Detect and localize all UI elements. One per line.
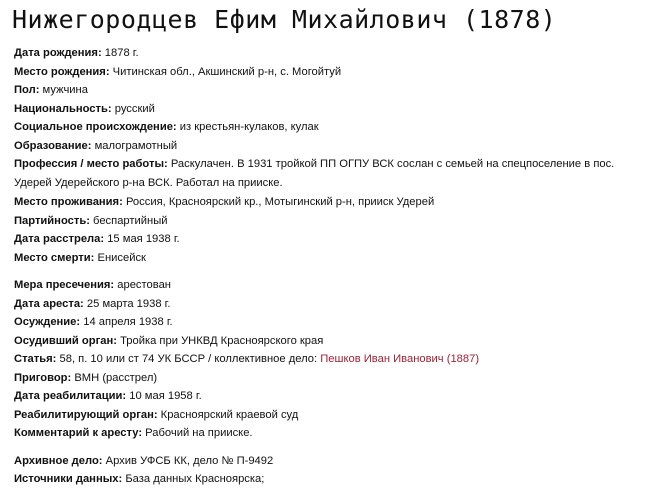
field-label: Дата реабилитации: xyxy=(14,390,127,402)
field-birth-place xyxy=(14,63,650,82)
field-birth-date xyxy=(14,44,650,63)
field-label: Мера пресечения: xyxy=(14,279,115,291)
section-spacer xyxy=(14,443,650,452)
field-value: 10 мая 1958 г. xyxy=(129,390,202,402)
field-value: русский xyxy=(114,102,155,115)
field-label: Статья: xyxy=(14,353,57,365)
field-value: 14 апреля 1938 г. xyxy=(83,316,173,328)
field-label: Осудивший орган: xyxy=(14,334,117,347)
field-restraint xyxy=(14,276,650,295)
field-social-origin xyxy=(14,118,650,137)
field-sex xyxy=(14,81,650,100)
field-sentence xyxy=(14,369,650,388)
field-party xyxy=(14,212,650,231)
page-title: Нижегородцев Ефим Михайлович (1878) xyxy=(12,5,557,34)
field-value: 15 мая 1938 г. xyxy=(107,233,180,245)
field-death-place xyxy=(14,249,650,268)
field-arrest-comment xyxy=(14,424,650,443)
field-value: малограмотный xyxy=(94,139,178,152)
field-label: Профессия / место работы: xyxy=(14,158,168,170)
field-profession xyxy=(14,155,650,193)
field-value: 58, п. 10 или ст 74 УК БССР / коллективное дело: xyxy=(59,353,318,365)
section-spacer xyxy=(14,267,650,276)
field-label: Источники данных: xyxy=(14,473,123,485)
field-label: Осуждение: xyxy=(14,316,81,328)
field-label: Образование: xyxy=(14,139,92,152)
field-convicting-body xyxy=(14,332,650,351)
field-value: Архив УФСБ КК, дело № П-9492 xyxy=(105,454,274,467)
field-label: Дата ареста: xyxy=(14,297,84,310)
field-value: База данных Красноярска; xyxy=(125,473,265,485)
field-value: 1878 г. xyxy=(104,47,139,59)
field-label: Национальность: xyxy=(14,102,112,115)
field-value: из крестьян-кулаков, кулак xyxy=(179,121,319,133)
field-label: Место рождения: xyxy=(14,65,110,78)
field-label: Приговор: xyxy=(14,371,72,384)
field-conviction xyxy=(14,313,650,332)
field-value: ВМН (расстрел) xyxy=(74,371,158,384)
field-label: Пол: xyxy=(14,84,40,96)
field-label: Дата расстрела: xyxy=(14,233,105,245)
field-value: Читинская обл., Акшинский р-н, с. Могойтуй xyxy=(112,65,342,78)
field-label: Архивное дело: xyxy=(14,454,103,467)
field-value: 25 марта 1938 г. xyxy=(86,297,171,310)
field-value: Раскулачен. В 1931 тройкой ПП ОГПУ ВСК сослан с семьей на спецпоселение в пос. Удерей Удерейского р-на ВСК. Работал на прииске. xyxy=(14,158,615,189)
field-value: Енисейск xyxy=(97,251,146,264)
field-article xyxy=(14,350,650,369)
field-value: мужчина xyxy=(42,84,88,96)
field-data-sources xyxy=(14,470,650,489)
field-value: Россия, Красноярский кр., Мотыгинский р-н, прииск Удерей xyxy=(125,196,435,208)
field-arrest-date xyxy=(14,295,650,314)
field-archive-case xyxy=(14,452,650,471)
field-value: арестован xyxy=(117,279,171,291)
field-rehab-date xyxy=(14,387,650,406)
field-value: беспартийный xyxy=(93,214,168,227)
field-label: Место проживания: xyxy=(14,196,123,208)
field-label: Комментарий к аресту: xyxy=(14,427,143,439)
field-education xyxy=(14,137,650,156)
collective-case-link[interactable]: Пешков Иван Иванович (1887) xyxy=(320,353,480,365)
field-label: Социальное происхождение: xyxy=(14,121,177,133)
field-label: Партийность: xyxy=(14,214,90,227)
record-fields xyxy=(14,44,650,489)
field-execution-date xyxy=(14,230,650,249)
field-nationality xyxy=(14,100,650,119)
field-residence xyxy=(14,193,650,212)
field-value: Тройка при УНКВД Красноярского края xyxy=(120,334,324,347)
field-value: Рабочий на прииске. xyxy=(145,427,253,439)
field-label: Реабилитирующий орган: xyxy=(14,408,158,421)
field-rehab-body xyxy=(14,406,650,425)
field-label: Место смерти: xyxy=(14,251,95,264)
field-label: Дата рождения: xyxy=(14,47,102,59)
field-value: Красноярский краевой суд xyxy=(160,408,299,421)
